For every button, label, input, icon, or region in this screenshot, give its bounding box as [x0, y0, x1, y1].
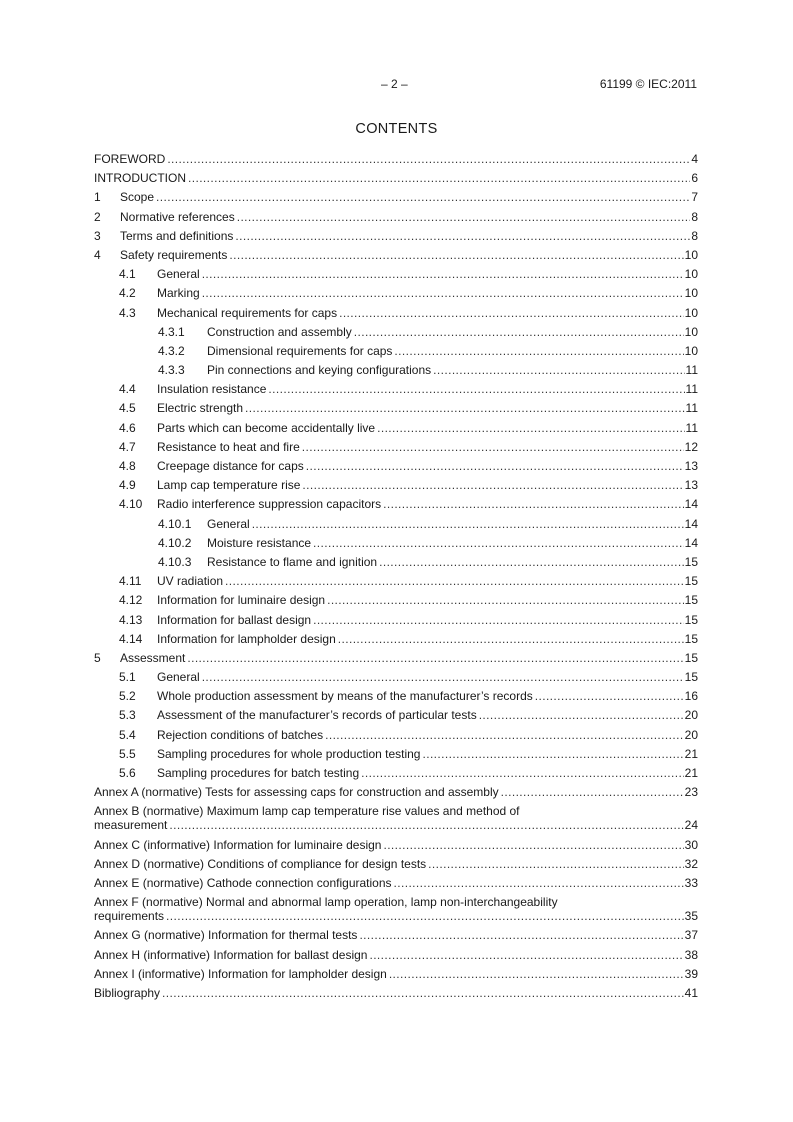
toc-entry-page: 12 [684, 439, 698, 454]
toc-entry-page: 16 [684, 689, 698, 704]
toc-entry-line [119, 421, 698, 435]
toc-entry-page: 7 [691, 190, 698, 205]
toc-entry[interactable] [94, 440, 698, 454]
toc-entry-title-continued: measurement [94, 818, 168, 833]
toc-entry-number: 4.3.2 [158, 343, 185, 358]
toc-entry-page: 15 [684, 593, 698, 608]
toc-entry[interactable] [94, 306, 698, 320]
toc-entry-title: Resistance to flame and ignition [207, 554, 378, 569]
toc-entry[interactable] [94, 708, 698, 722]
toc-entry-page: 21 [684, 746, 698, 761]
toc-entry-title: Rejection conditions of batches [157, 727, 324, 742]
toc-entry[interactable] [94, 229, 698, 243]
dot-leader [422, 747, 683, 761]
toc-entry[interactable] [94, 286, 698, 300]
toc-entry-title: Pin connections and keying configurations [207, 363, 432, 378]
toc-entry-page: 8 [691, 209, 698, 224]
toc-entry-page: 13 [684, 459, 698, 473]
toc-entry-number: 4.10.2 [158, 535, 192, 550]
dot-leader [156, 190, 690, 204]
toc-entry-title: Dimensional requirements for caps [207, 343, 393, 358]
toc-entry-number: 4.3.1 [158, 324, 185, 339]
toc-entry-line [119, 766, 698, 780]
toc-entry-title: Electric strength [157, 401, 244, 416]
toc-entry-line [119, 497, 698, 511]
toc-entry-number: 4.5 [119, 401, 136, 416]
toc-entry-number: 5.4 [119, 727, 136, 742]
toc-entry[interactable] [94, 325, 698, 339]
toc-entry-line [94, 948, 698, 962]
toc-entry-page: 24 [684, 818, 698, 833]
toc-entry-title: Marking [157, 286, 200, 301]
toc-entry-title: Sampling procedures for whole production testing [157, 746, 421, 761]
dot-leader [306, 459, 684, 473]
toc-entry[interactable] [94, 728, 698, 742]
toc-entry-number: 4.11 [119, 574, 142, 589]
toc-entry-title: FOREWORD [94, 152, 166, 166]
toc-entry[interactable] [94, 593, 698, 607]
toc-entry-title: Annex A (normative) Tests for assessing caps for construction and assembly [94, 785, 499, 800]
toc-entry-title: Terms and definitions [120, 228, 234, 243]
dot-leader [313, 536, 684, 550]
dot-leader [237, 210, 691, 224]
toc-entry-page: 8 [691, 228, 698, 243]
toc-entry-page: 38 [684, 947, 698, 962]
toc-entry-title: Annex H (informative) Information for ballast design [94, 947, 368, 962]
toc-entry-line [94, 152, 698, 166]
dot-leader [338, 632, 684, 646]
toc-entry-line [119, 459, 698, 473]
standard-reference: 61199 © IEC:2011 [599, 77, 697, 91]
toc-entry-number: 4.13 [119, 612, 143, 627]
toc-entry-title: Whole production assessment by means of the manufacturer’s records [157, 689, 533, 704]
toc-entry-line [158, 325, 698, 339]
toc-entry-title: Annex E (normative) Cathode connection configurations [94, 875, 392, 890]
dot-leader [268, 382, 684, 396]
dot-leader [359, 928, 683, 942]
toc-entry-page: 11 [685, 382, 698, 397]
toc-entry-page: 33 [684, 875, 698, 890]
toc-entry-page: 10 [684, 247, 698, 262]
toc-entry-number: 5.6 [119, 766, 136, 780]
toc-entry[interactable] [94, 555, 698, 569]
toc-entry-title: Creepage distance for caps [157, 459, 304, 473]
toc-entry[interactable] [94, 838, 698, 852]
toc-entry-line [158, 344, 698, 358]
dot-leader [325, 728, 684, 742]
dot-leader [339, 306, 684, 320]
toc-entry[interactable] [94, 689, 698, 703]
toc-entry[interactable] [94, 536, 698, 550]
toc-entry-page: 10 [684, 267, 698, 282]
toc-entry-number: 4 [94, 247, 101, 262]
toc-entry-line [94, 909, 698, 923]
toc-entry-page: 23 [684, 785, 698, 800]
toc-entry-line [119, 613, 698, 627]
dot-leader [202, 267, 684, 281]
dot-leader [377, 421, 684, 435]
toc-entry-page: 35 [684, 909, 698, 924]
toc-entry[interactable] [94, 152, 698, 166]
toc-entry-page: 14 [684, 516, 698, 531]
dot-leader [479, 708, 684, 722]
toc-entry[interactable] [94, 986, 698, 1000]
dot-leader [188, 171, 690, 185]
dot-leader [229, 248, 683, 262]
toc-entry-number: 5.1 [119, 670, 136, 685]
toc-entry-line [94, 986, 698, 1000]
toc-entry-line [94, 967, 698, 981]
toc-entry-line [94, 928, 698, 942]
toc-entry[interactable] [94, 948, 698, 962]
toc-entry-line [94, 651, 698, 665]
toc-entry[interactable] [94, 190, 698, 204]
dot-leader [235, 229, 690, 243]
toc-entry-line [158, 536, 698, 550]
toc-entry-line [94, 229, 698, 243]
toc-entry-page: 14 [684, 535, 698, 550]
toc-entry[interactable] [94, 478, 698, 492]
toc-entry-line [119, 632, 698, 646]
toc-entry-page: 15 [684, 631, 698, 646]
toc-entry[interactable] [94, 267, 698, 281]
toc-entry-line [94, 171, 698, 185]
toc-entry-line [119, 286, 698, 300]
toc-entry-page: 15 [684, 650, 698, 665]
toc-entry[interactable] [94, 248, 698, 262]
toc-entry-page: 13 [684, 478, 698, 493]
toc-entry[interactable] [94, 459, 698, 473]
toc-entry-title: Information for lampholder design [157, 631, 336, 646]
toc-entry-number: 4.3 [119, 305, 136, 320]
toc-entry-number: 4.9 [119, 478, 136, 493]
dot-leader [302, 478, 683, 492]
toc-entry[interactable] [94, 651, 698, 665]
toc-entry[interactable] [94, 928, 698, 942]
toc-entry-title: Normative references [120, 209, 235, 224]
toc-entry[interactable] [94, 574, 698, 588]
toc-entry-title: Assessment [120, 650, 186, 665]
toc-entry[interactable] [94, 747, 698, 761]
toc-entry-title: Assessment of the manufacturer’s records of particular tests [157, 708, 477, 723]
toc-entry-number: 4.7 [119, 439, 136, 454]
dot-leader [369, 948, 683, 962]
dot-leader [167, 152, 690, 166]
toc-entry-title: Annex F (normative) Normal and abnormal lamp operation, lamp non-interchangeability [94, 895, 558, 910]
toc-entry-number: 4.10.3 [158, 554, 192, 569]
toc-entry-page: 20 [684, 708, 698, 723]
dot-leader [187, 651, 683, 665]
toc-entry[interactable] [94, 210, 698, 224]
toc-entry-line [158, 363, 698, 377]
toc-entry[interactable] [94, 804, 698, 832]
toc-entry-number: 4.8 [119, 459, 136, 473]
toc-entry-line [94, 876, 698, 890]
toc-entry-line [119, 689, 698, 703]
toc-entry-page: 10 [684, 286, 698, 301]
toc-entry-line [94, 785, 698, 799]
toc-entry-title: General [207, 516, 250, 531]
toc-entry-page: 10 [684, 305, 698, 320]
toc-entry-number: 5.2 [119, 689, 136, 704]
toc-entry-title: Annex C (informative) Information for luminaire design [94, 837, 382, 852]
toc-entry-page: 15 [684, 612, 698, 627]
toc-entry-page: 15 [684, 554, 698, 569]
toc-entry-number: 4.10.1 [158, 516, 192, 531]
toc-entry-title: UV radiation [157, 574, 224, 589]
toc-entry-number: 1 [94, 190, 101, 205]
toc-entry-title: Radio interference suppression capacitors [157, 497, 382, 512]
dot-leader [394, 876, 684, 890]
toc-entry-title-continued: requirements [94, 909, 165, 924]
dot-leader [428, 857, 683, 871]
toc-entry-line [94, 210, 698, 224]
toc-entry[interactable] [94, 171, 698, 185]
toc-entry[interactable] [94, 363, 698, 377]
dot-leader [202, 286, 684, 300]
toc-entry-number: 4.4 [119, 382, 136, 397]
toc-entry-title: Insulation resistance [157, 382, 267, 397]
toc-entry-page: 10 [684, 324, 698, 339]
toc-entry-line [119, 747, 698, 761]
toc-entry-page: 10 [684, 343, 698, 358]
toc-entry-title: Construction and assembly [207, 324, 352, 339]
toc-entry[interactable] [94, 670, 698, 684]
toc-entry-title: Sampling procedures for batch testing [157, 766, 360, 780]
toc-entry-line [119, 440, 698, 454]
toc-entry-line [119, 670, 698, 684]
toc-entry[interactable] [94, 344, 698, 358]
toc-entry-page: 11 [685, 420, 698, 435]
dot-leader [327, 593, 684, 607]
dot-leader [302, 440, 684, 454]
toc-entry-line [158, 517, 698, 531]
toc-entry-title: General [157, 267, 200, 282]
toc-entry-page: 6 [691, 171, 698, 186]
dot-leader [433, 363, 684, 377]
dot-leader [169, 818, 683, 832]
toc-entry[interactable] [94, 857, 698, 871]
toc-entry-number: 5.5 [119, 746, 136, 761]
toc-entry[interactable] [94, 497, 698, 511]
toc-entry-line [119, 401, 698, 415]
dot-leader [361, 766, 684, 780]
dot-leader [383, 497, 684, 511]
toc-entry-number: 4.6 [119, 420, 136, 435]
toc-entry-page: 30 [684, 837, 698, 852]
toc-entry-title: Mechanical requirements for caps [157, 305, 338, 320]
toc-entry-line [119, 382, 698, 396]
toc-entry-title: Annex B (normative) Maximum lamp cap temperature rise values and method of [94, 804, 520, 819]
toc-entry-page: 4 [691, 152, 698, 166]
toc-entry-number: 3 [94, 228, 101, 243]
toc-entry[interactable] [94, 421, 698, 435]
toc-entry-page: 32 [684, 856, 698, 871]
toc-entry-line [119, 306, 698, 320]
dot-leader [501, 785, 684, 799]
toc-entry-title: Resistance to heat and fire [157, 439, 300, 454]
toc-entry-title: Scope [120, 190, 155, 205]
toc-entry-title: Parts which can become accidentally live [157, 420, 376, 435]
dot-leader [245, 401, 684, 415]
toc-entry-number: 5 [94, 650, 101, 665]
toc-entry-line [119, 267, 698, 281]
contents-heading: CONTENTS [355, 121, 438, 137]
toc-entry[interactable] [94, 382, 698, 396]
dot-leader [383, 838, 683, 852]
dot-leader [379, 555, 684, 569]
toc-entry-number: 2 [94, 209, 101, 224]
toc-entry-number: 4.1 [119, 267, 136, 282]
toc-entry-line [158, 555, 698, 569]
toc-entry-title: Safety requirements [120, 247, 228, 262]
toc-entry-title: Information for luminaire design [157, 593, 326, 608]
toc-entry-line [119, 708, 698, 722]
toc-entry[interactable] [94, 517, 698, 531]
dot-leader [394, 344, 683, 358]
toc-entry-page: 21 [684, 766, 698, 780]
toc-entry-page: 37 [684, 928, 698, 943]
toc-entry[interactable] [94, 766, 698, 780]
dot-leader [389, 967, 684, 981]
dot-leader [162, 986, 684, 1000]
toc-entry-title: Lamp cap temperature rise [157, 478, 301, 493]
toc-entry[interactable] [94, 785, 698, 799]
table-of-contents [94, 152, 698, 1005]
toc-entry-line [94, 248, 698, 262]
toc-entry-number: 5.3 [119, 708, 136, 723]
toc-entry-page: 15 [684, 574, 698, 589]
toc-entry-line [119, 574, 698, 588]
toc-entry-line [119, 478, 698, 492]
toc-entry[interactable] [94, 967, 698, 981]
toc-entry-number: 4.14 [119, 631, 143, 646]
toc-entry-number: 4.12 [119, 593, 143, 608]
toc-entry-number: 4.10 [119, 497, 143, 512]
dot-leader [354, 325, 684, 339]
page-number: – 2 – [381, 77, 408, 91]
toc-entry-page: 41 [684, 985, 698, 1000]
toc-entry-title: Bibliography [94, 985, 161, 1000]
toc-entry-page: 20 [684, 727, 698, 742]
toc-entry-page: 14 [684, 497, 698, 512]
toc-entry-line [119, 728, 698, 742]
dot-leader [166, 909, 684, 923]
toc-entry-title: Information for ballast design [157, 612, 312, 627]
toc-entry-page: 11 [685, 401, 698, 416]
toc-entry-line [119, 593, 698, 607]
toc-entry-title: General [157, 670, 200, 685]
toc-entry[interactable] [94, 613, 698, 627]
toc-entry[interactable] [94, 895, 698, 923]
toc-entry-page: 15 [684, 670, 698, 685]
toc-entry-title: Annex I (informative) Information for lampholder design [94, 966, 387, 981]
dot-leader [252, 517, 684, 531]
toc-entry-title: Moisture resistance [207, 535, 312, 550]
toc-entry[interactable] [94, 876, 698, 890]
toc-entry-title: Annex D (normative) Conditions of compliance for design tests [94, 856, 427, 871]
toc-entry-line [94, 190, 698, 204]
dot-leader [225, 574, 684, 588]
toc-entry[interactable] [94, 632, 698, 646]
toc-entry-line [94, 818, 698, 832]
toc-entry-line [94, 857, 698, 871]
dot-leader [202, 670, 684, 684]
toc-entry-page: 11 [685, 363, 698, 378]
toc-entry[interactable] [94, 401, 698, 415]
toc-entry-title: Annex G (normative) Information for thermal tests [94, 928, 358, 943]
toc-entry-line [94, 838, 698, 852]
toc-entry-number: 4.3.3 [158, 363, 185, 378]
toc-entry-number: 4.2 [119, 286, 136, 301]
dot-leader [313, 613, 684, 627]
dot-leader [535, 689, 684, 703]
toc-entry-title: INTRODUCTION [94, 171, 186, 186]
toc-entry-page: 39 [684, 966, 698, 981]
